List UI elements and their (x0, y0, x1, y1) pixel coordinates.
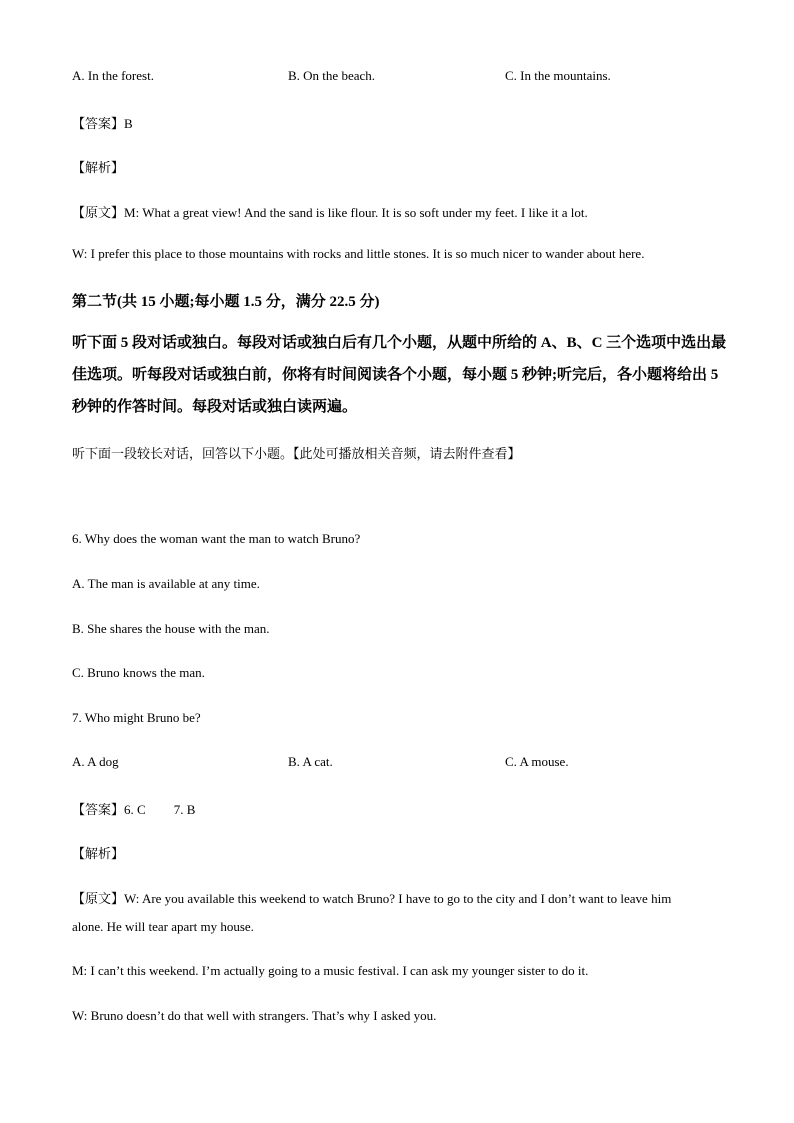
answer-1 (72, 113, 133, 132)
section-2-instructions: 听下面 5 段对话或独白。每段对话或独白后有几个小题，从题中所给的 A、B、C 三个选项中选出最佳选项。听每段对话或独白前，你将有时间阅读各个小题，每小题 5 秒钟;听完后，各小题将给出 5 秒钟的作答时间。每段对话或独白读两遍。 (72, 335, 727, 415)
answer-tag: 【答案】 (72, 117, 125, 132)
transcript-2-line-2: M: I can’t this weekend. I’m actually going to a music festival. I can ask my younger sister to do it. (72, 963, 589, 978)
section-2-heading: 第二节(共 15 小题;每小题 1.5 分，满分 22.5 分) (72, 294, 380, 310)
transcript-tag: 【原文】 (72, 892, 125, 907)
question-7-option-a: A. A dog (72, 754, 119, 769)
question-7-option-c: C. A mouse. (505, 754, 569, 769)
q5-option-a: A. In the forest. (72, 68, 154, 83)
transcript-text: M: What a great view! And the sand is like flour. It is so soft under my feet. I like it a lot. (124, 205, 588, 220)
transcript-1-line-1 (72, 202, 588, 221)
question-6-option-a: A. The man is available at any time. (72, 576, 260, 591)
transcript-2-line-3: W: Bruno doesn’t do that well with strangers. That’s why I asked you. (72, 1008, 437, 1023)
question-6-option-b: B. She shares the house with the man. (72, 621, 270, 636)
question-7-stem: 7. Who might Bruno be? (72, 710, 201, 725)
q5-option-c: C. In the mountains. (505, 68, 611, 83)
transcript-2-line-1 (72, 888, 671, 907)
answer-value-6: 6. C (124, 802, 146, 817)
dialogue-note: 听下面一段较长对话，回答以下小题。【此处可播放相关音频，请去附件查看】 (72, 447, 521, 462)
question-6-option-c: C. Bruno knows the man. (72, 665, 205, 680)
analysis-2-tag: 【解析】 (72, 847, 125, 862)
answer-value: B (124, 116, 133, 131)
question-6-stem: 6. Why does the woman want the man to watch Bruno? (72, 531, 361, 546)
transcript-1-line-2: W: I prefer this place to those mountains with rocks and little stones. It is so much nicer to wander about here. (72, 246, 645, 261)
answer-value-7: 7. B (173, 802, 196, 817)
question-7-option-b: B. A cat. (288, 754, 333, 769)
q5-option-b: B. On the beach. (288, 68, 376, 83)
transcript-2-line-1-cont: alone. He will tear apart my house. (72, 919, 254, 934)
analysis-1-tag: 【解析】 (72, 161, 125, 176)
answer-tag: 【答案】 (72, 803, 125, 818)
transcript-text: W: Are you available this weekend to watch Bruno? I have to go to the city and I don’t want to leave him (124, 891, 672, 906)
transcript-tag: 【原文】 (72, 206, 125, 221)
answer-2 (72, 799, 195, 818)
